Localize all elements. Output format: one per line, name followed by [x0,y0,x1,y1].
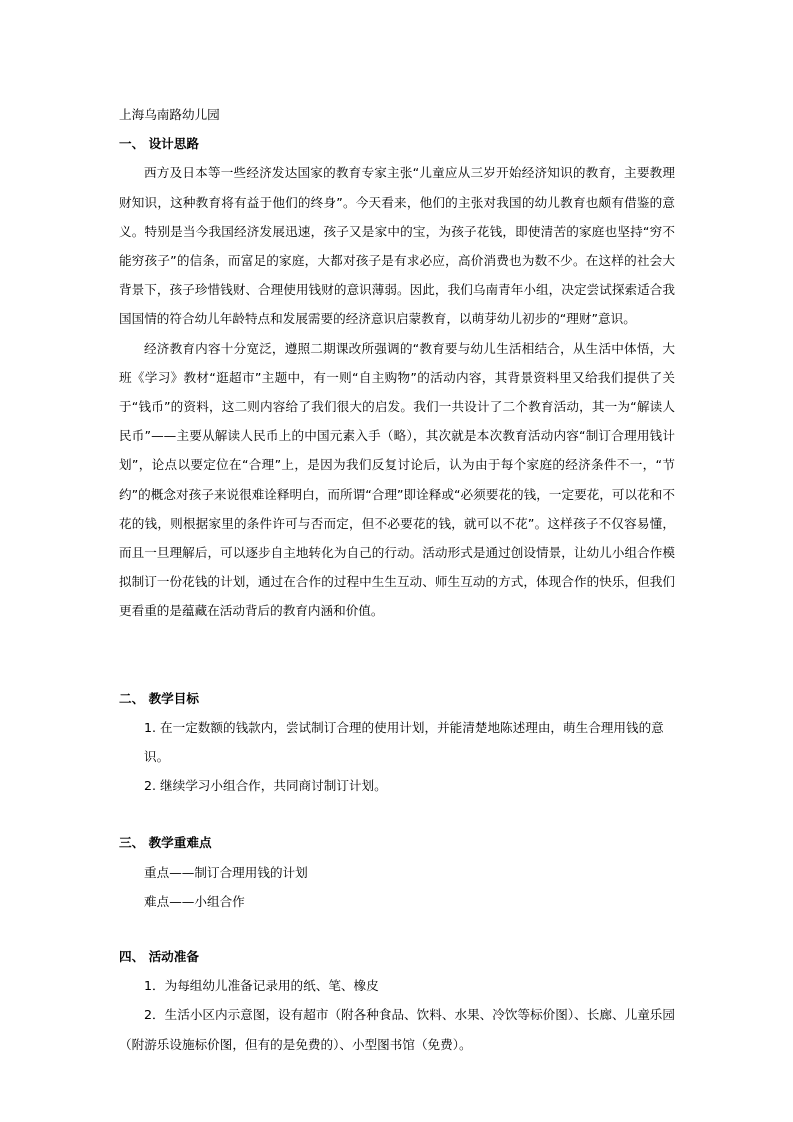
school-name: 上海乌南路幼儿园 [119,107,220,122]
goal-item-1: 1. 在一定数额的钱款内，尝试制订合理的使用计划，并能清楚地陈述理由，萌生合理用钱的意识。 [144,719,664,765]
document-page [119,100,675,1059]
section-heading-keypoints: 三、 教学重难点 [119,835,212,851]
section-heading-goals: 二、 教学目标 [119,690,199,706]
key-point: 重点——制订合理用钱的计划 [144,864,308,880]
preparation-item-2: 2．生活小区内示意图，设有超市（附各种食品、饮料、水果、冷饮等标价图）、长廊、儿童乐园（附游乐设施标价图，但有的是免费的）、小型图书馆（免费）。 [119,1007,675,1052]
preparation-item-1: 1．为每组幼儿准备记录用的纸、笔、橡皮 [144,978,379,994]
design-paragraph-1: 西方及日本等一些经济发达国家的教育专家主张“儿童应从三岁开始经济知识的教育，主要教理财知识，这种教育将有益于他们的终身”。今天看来，他们的主张对我国的幼儿教育也颇有借鉴的意义。特别是当今我国经济发展迅速，孩子又是家中的宝，为孩子花钱，即使清苦的家庭也坚持“穷不能穷孩子”的信条，而富足的家庭，大都对孩子是有求必应，高价消费也为数不少。在这样的社会大背景下，孩子珍惜钱财、合理使用钱财的意识薄弱。因此，我们乌南青年小组，决定尝试探索适合我国国情的符合幼儿年龄特点和发展需要的经济意识启蒙教育，以萌芽幼儿初步的“理财”意识。 [119,165,675,327]
spacer [119,800,675,828]
design-paragraph-2: 经济教育内容十分宽泛，遵照二期课改所强调的“教育要与幼儿生活相结合，从生活中体悟，大班《学习》教材“逛超市”主题中，有一则“自主购物”的活动内容，其背景资料里又给我们提供了关于“钱币”的资料，这二则内容给了我们很大的启发。我们一共设计了二个教育活动，其一为“解读人民币”——主要从解读人民币上的中国元素入手（略），其次就是本次教育活动内容“制订合理用钱计划”，论点以要定位在“合理”上，是因为我们反复讨论后，认为由于每个家庭的经济条件不一，“节约”的概念对孩子来说很难诠释明白，而所谓“合理”即诠释或“必须要花的钱，一定要花，可以花和不花的钱，则根据家里的条件许可与否而定，但不必要花的钱，就可以不花”。这样孩子不仅容易懂，而且一旦理解后，可以逐步自主地转化为自己的行动。活动形式是通过创设情景，让幼儿小组合作模拟制订一份花钱的计划，通过在合作的过程中生生互动、师生互动的方式，体现合作的快乐，但我们更看重的是蕴藏在活动背后的教育内涵和价值。 [119,340,675,619]
section-heading-preparation: 四、 活动准备 [119,949,199,965]
difficult-point: 难点——小组合作 [144,893,245,909]
spacer [119,626,675,684]
goal-item-2: 2. 继续学习小组合作，共同商讨制订计划。 [144,778,387,794]
spacer [119,916,675,942]
section-heading-design: 一、 设计思路 [119,136,199,152]
